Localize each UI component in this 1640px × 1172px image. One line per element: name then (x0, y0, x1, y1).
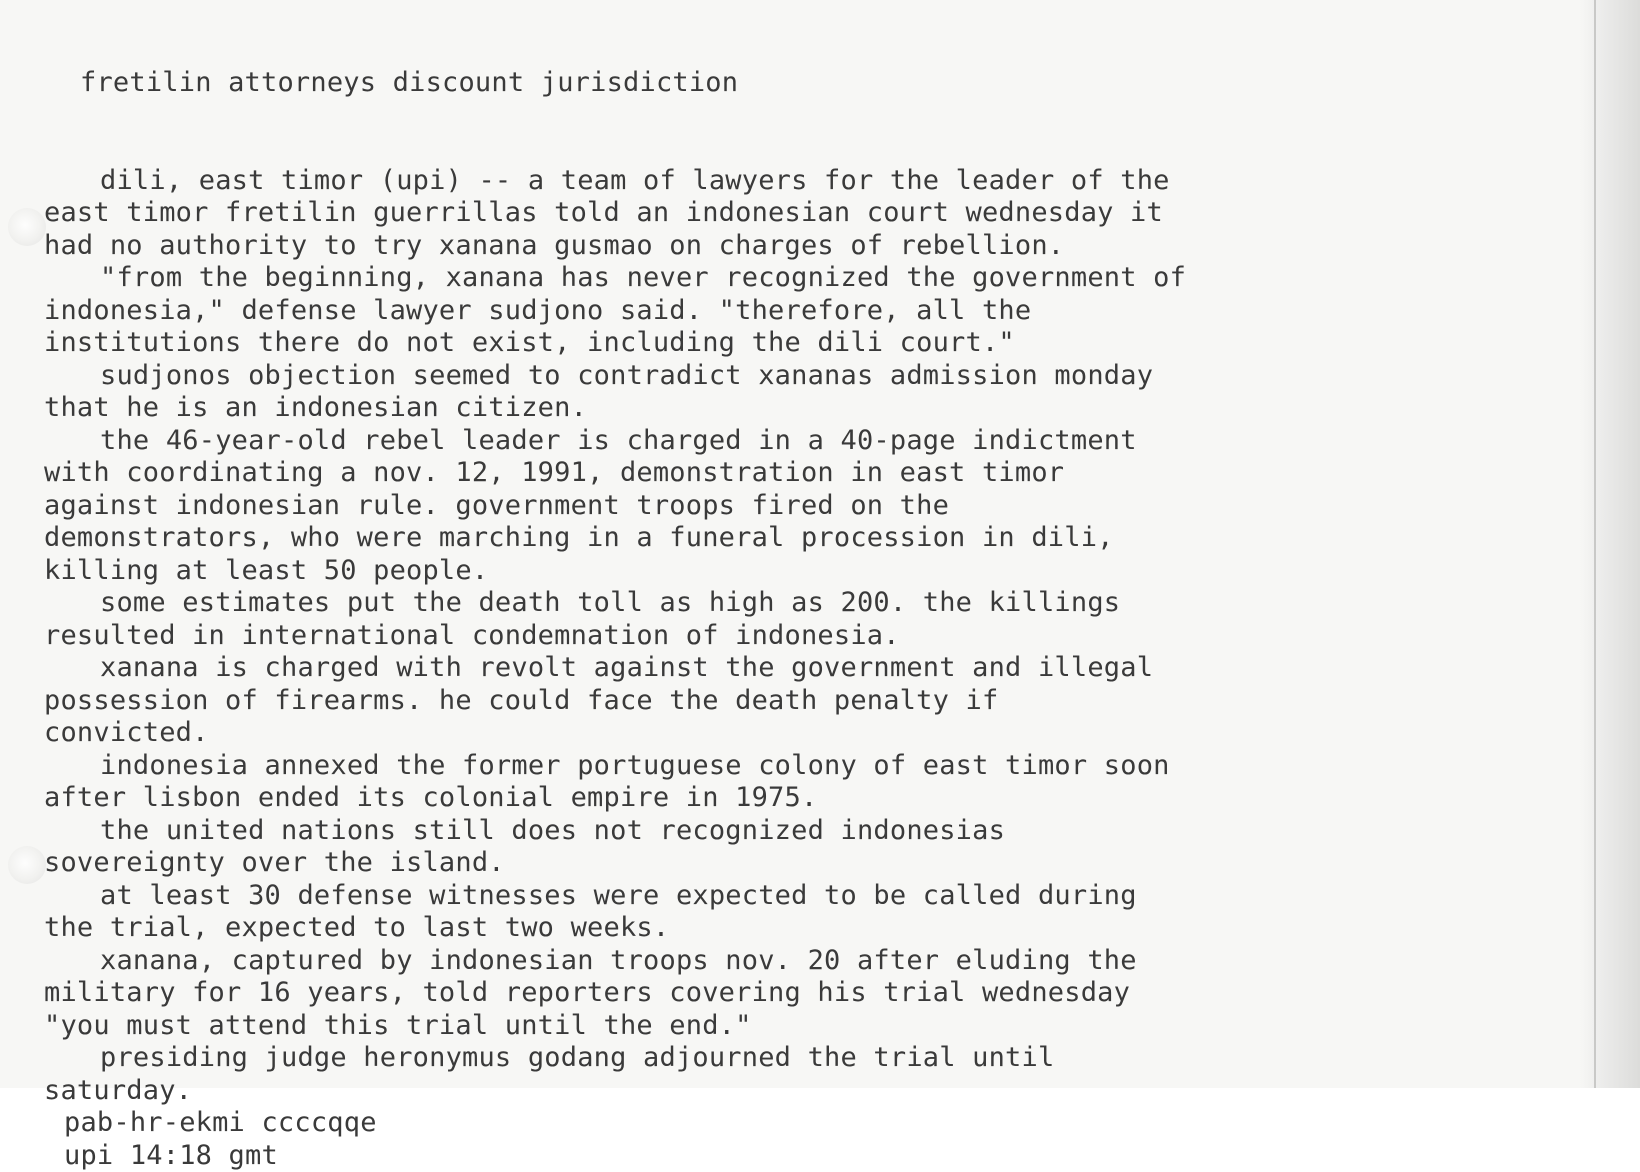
article-body (44, 2, 1444, 1172)
paragraph-11-line-1: presiding judge heronymus godang adjourned the trial until (44, 1042, 1444, 1075)
paragraph-7-line-1: indonesia annexed the former portuguese colony of east timor soon (44, 750, 1444, 783)
paragraph-4-line-2: with coordinating a nov. 12, 1991, demonstration in east timor (44, 457, 1444, 490)
paragraph-10-line-2: military for 16 years, told reporters covering his trial wednesday (44, 977, 1444, 1010)
page-edge-shadow (1580, 0, 1640, 1088)
paragraph-3-line-1: sudjonos objection seemed to contradict xananas admission monday (44, 360, 1444, 393)
paragraph-8-line-1: the united nations still does not recognized indonesias (44, 815, 1444, 848)
paragraph-4-line-5: killing at least 50 people. (44, 555, 1444, 588)
paragraph-7-line-2: after lisbon ended its colonial empire in 1975. (44, 782, 1444, 815)
paragraph-6-line-2: possession of firearms. he could face the death penalty if (44, 685, 1444, 718)
paragraph-6-line-3: convicted. (44, 717, 1444, 750)
paragraph-4-line-4: demonstrators, who were marching in a funeral procession in dili, (44, 522, 1444, 555)
paragraph-2-line-3: institutions there do not exist, including the dili court." (44, 327, 1444, 360)
paragraph-2-line-2: indonesia," defense lawyer sudjono said. "therefore, all the (44, 295, 1444, 328)
punch-hole-top (8, 208, 46, 246)
page-fold-line (1594, 0, 1596, 1088)
paragraph-1-line-1: dili, east timor (upi) -- a team of lawyers for the leader of the (44, 165, 1444, 198)
wire-dateline: upi 14:18 gmt (44, 1140, 1444, 1172)
paragraph-4-line-1: the 46-year-old rebel leader is charged in a 40-page indictment (44, 425, 1444, 458)
paragraph-5-line-2: resulted in international condemnation of indonesia. (44, 620, 1444, 653)
paragraph-9-line-2: the trial, expected to last two weeks. (44, 912, 1444, 945)
paragraph-2-line-1: "from the beginning, xanana has never recognized the government of (44, 262, 1444, 295)
paragraph-8-line-2: sovereignty over the island. (44, 847, 1444, 880)
article-title: fretilin attorneys discount jurisdiction (44, 67, 1444, 100)
paragraph-4-line-3: against indonesian rule. government troops fired on the (44, 490, 1444, 523)
paragraph-6-line-1: xanana is charged with revolt against the government and illegal (44, 652, 1444, 685)
paragraph-10-line-1: xanana, captured by indonesian troops nov. 20 after eluding the (44, 945, 1444, 978)
story-slug: pab-hr-ekmi ccccqqe (44, 1107, 1444, 1140)
paragraph-1-line-2: east timor fretilin guerrillas told an indonesian court wednesday it (44, 197, 1444, 230)
paragraph-3-line-2: that he is an indonesian citizen. (44, 392, 1444, 425)
paragraph-5-line-1: some estimates put the death toll as high as 200. the killings (44, 587, 1444, 620)
punch-hole-bottom (8, 846, 46, 884)
paragraph-10-line-3: "you must attend this trial until the end." (44, 1010, 1444, 1043)
paragraph-11-line-2: saturday. (44, 1075, 1444, 1108)
paragraph-9-line-1: at least 30 defense witnesses were expected to be called during (44, 880, 1444, 913)
paragraph-1-line-3: had no authority to try xanana gusmao on charges of rebellion. (44, 230, 1444, 263)
